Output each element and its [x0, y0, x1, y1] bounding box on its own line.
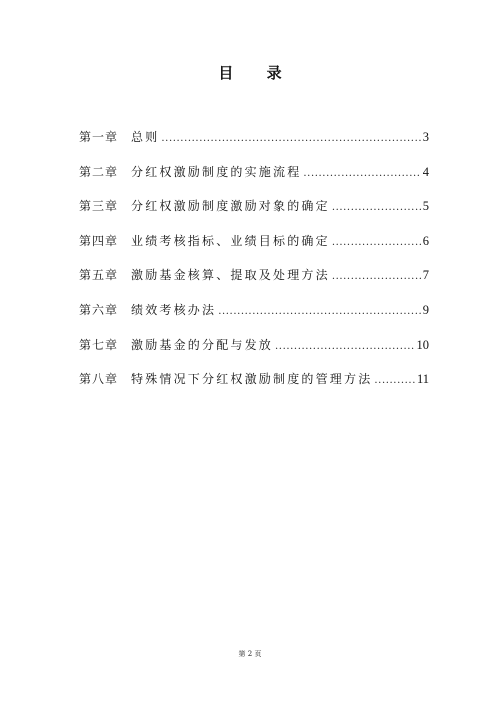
chapter-number: 第三章 — [79, 199, 119, 214]
toc-entry-6[interactable] — [79, 301, 429, 336]
chapter-number: 第二章 — [79, 164, 119, 179]
chapter-title: 激励基金核算、提取及处理方法 — [131, 268, 330, 283]
chapter-title: 绩效考核办法 — [131, 302, 217, 317]
chapter-number: 第七章 — [79, 337, 119, 352]
toc-entry-7[interactable] — [79, 336, 429, 371]
dot-leader — [275, 341, 414, 352]
page-number: 10 — [416, 337, 429, 352]
page-number: 11 — [416, 372, 429, 387]
dot-leader — [218, 306, 421, 317]
toc-entry-4[interactable] — [79, 232, 429, 267]
dot-leader — [303, 168, 420, 179]
toc-list — [79, 128, 429, 405]
toc-entry-5[interactable] — [79, 266, 429, 301]
page-number: 4 — [422, 164, 429, 179]
toc-entry-1[interactable] — [79, 128, 429, 163]
toc-entry-3[interactable] — [79, 197, 429, 232]
dot-leader — [332, 271, 421, 282]
dot-leader — [161, 133, 420, 144]
page-footer: 第 2 页 — [238, 650, 262, 658]
chapter-number: 第一章 — [79, 130, 119, 144]
dot-leader — [374, 375, 415, 386]
dot-leader — [332, 237, 421, 248]
page-number: 9 — [422, 302, 429, 317]
page-number: 6 — [422, 233, 429, 248]
dot-leader — [332, 202, 421, 213]
toc-title: 目 录 — [218, 64, 296, 82]
chapter-title: 业绩考核指标、业绩目标的确定 — [131, 233, 330, 248]
chapter-title: 特殊情况下分红权激励制度的管理方法 — [131, 372, 373, 387]
chapter-title: 分红权激励制度的实施流程 — [131, 164, 302, 179]
toc-entry-2[interactable] — [79, 163, 429, 198]
toc-entry-8[interactable] — [79, 370, 429, 405]
chapter-number: 第五章 — [79, 268, 119, 283]
chapter-number: 第六章 — [79, 302, 119, 317]
page-number: 3 — [422, 130, 429, 144]
chapter-number: 第八章 — [79, 372, 119, 387]
chapter-title: 激励基金的分配与发放 — [131, 337, 274, 352]
page-number: 5 — [422, 199, 429, 214]
page-number: 7 — [422, 268, 429, 283]
chapter-title: 分红权激励制度激励对象的确定 — [131, 199, 330, 214]
chapter-title: 总则 — [131, 130, 160, 144]
chapter-number: 第四章 — [79, 233, 119, 248]
